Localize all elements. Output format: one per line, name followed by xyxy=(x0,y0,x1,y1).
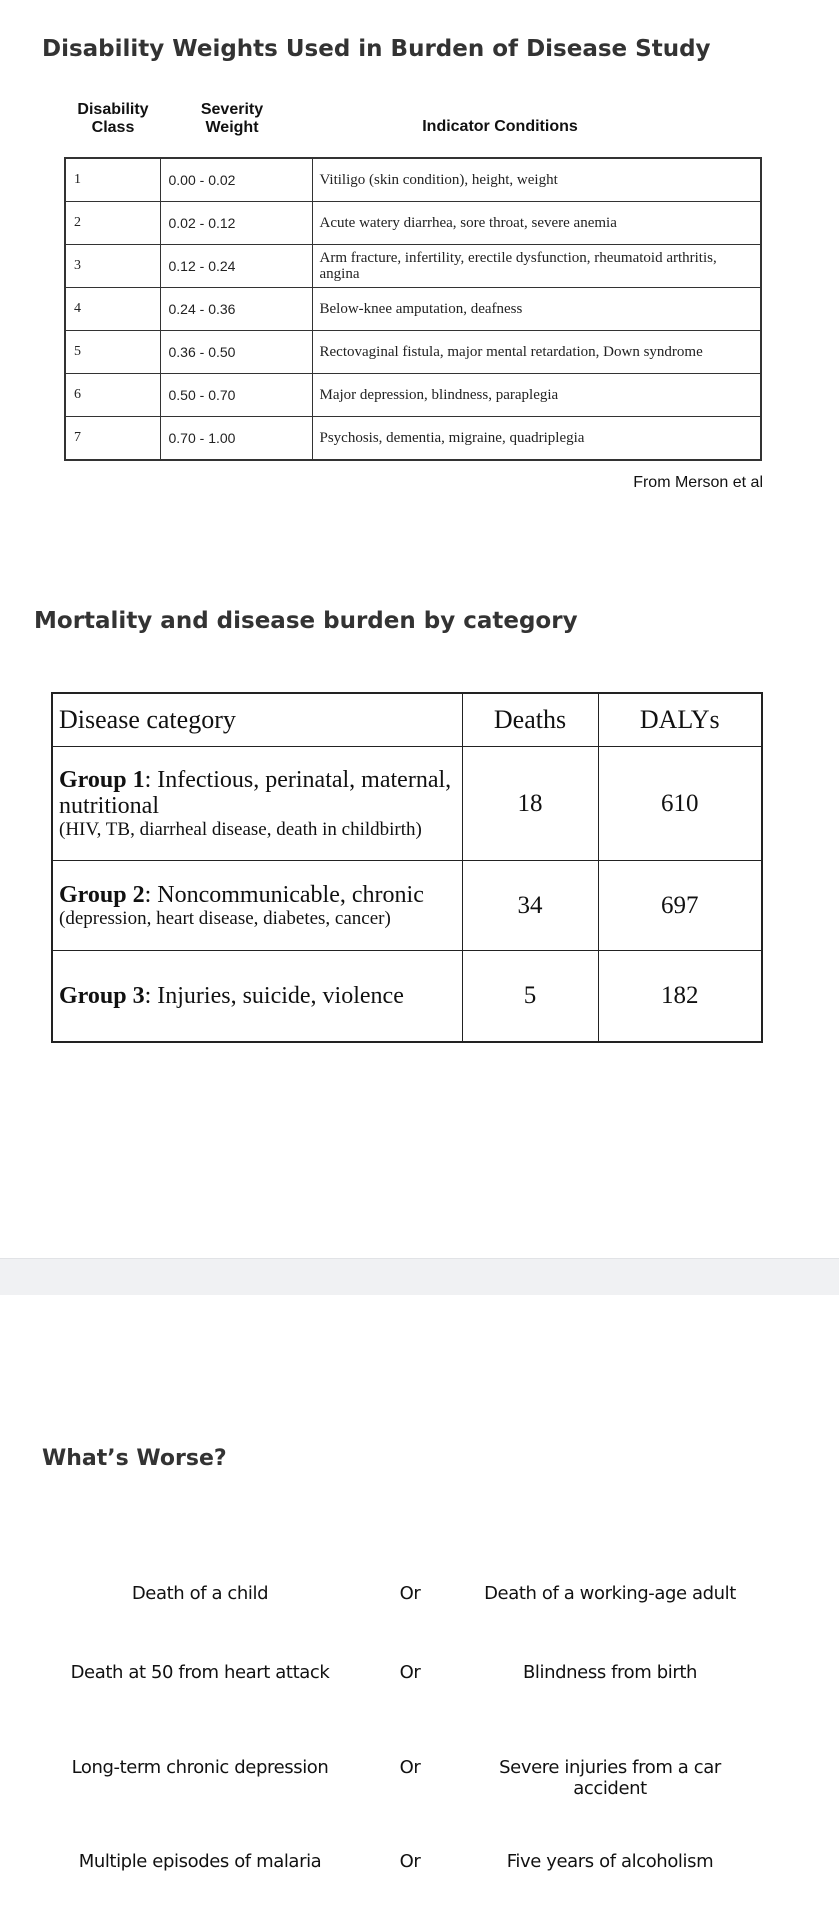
weight-cell: 0.36 - 0.50 xyxy=(160,331,312,374)
header-deaths: Deaths xyxy=(462,693,598,747)
source-citation: From Merson et al xyxy=(633,474,763,491)
header-severity-weight: Severity Weight xyxy=(200,101,264,136)
category-cell: Group 1: Infectious, perinatal, maternal, nutritional (HIV, TB, diarrheal disease, death in childbirth) xyxy=(52,747,462,861)
deaths-cell: 34 xyxy=(462,861,598,951)
conditions-cell: Major depression, blindness, paraplegia xyxy=(312,374,761,417)
table-header-row xyxy=(52,693,762,747)
disability-weights-title: Disability Weights Used in Burden of Disease Study xyxy=(42,36,711,62)
table-row xyxy=(65,331,761,374)
or-label: Or xyxy=(399,1851,421,1872)
category-description: (HIV, TB, diarrheal disease, death in childbirth) xyxy=(59,819,422,840)
class-cell: 1 xyxy=(65,158,160,202)
deaths-cell: 5 xyxy=(462,951,598,1043)
or-label: Or xyxy=(399,1662,421,1683)
comparison-left: Multiple episodes of malaria xyxy=(78,1851,322,1872)
dalys-cell: 697 xyxy=(598,861,762,951)
category-description: (depression, heart disease, diabetes, cancer) xyxy=(59,908,391,929)
class-cell: 3 xyxy=(65,245,160,288)
weight-cell: 0.02 - 0.12 xyxy=(160,202,312,245)
conditions-cell: Arm fracture, infertility, erectile dysfunction, rheumatoid arthritis, angina xyxy=(312,245,761,288)
weight-cell: 0.70 - 1.00 xyxy=(160,417,312,461)
conditions-cell: Below-knee amputation, deafness xyxy=(312,288,761,331)
header-disease-category: Disease category xyxy=(52,693,462,747)
table-row xyxy=(65,158,761,202)
disease-burden-table xyxy=(51,692,763,1043)
class-cell: 2 xyxy=(65,202,160,245)
header-disability-class: Disability Class xyxy=(77,101,149,136)
category-cell: Group 3: Injuries, suicide, violence xyxy=(52,951,462,1043)
table-row xyxy=(52,861,762,951)
weight-cell: 0.00 - 0.02 xyxy=(160,158,312,202)
section-divider xyxy=(0,1258,839,1295)
comparison-left: Death of a child xyxy=(131,1583,269,1604)
header-indicator-conditions: Indicator Conditions xyxy=(422,118,578,135)
comparison-right: Blindness from birth xyxy=(522,1662,698,1683)
conditions-cell: Psychosis, dementia, migraine, quadriplegia xyxy=(312,417,761,461)
dalys-cell: 182 xyxy=(598,951,762,1043)
table-row xyxy=(52,951,762,1043)
comparison-right: Death of a working-age adult xyxy=(484,1583,736,1604)
table-row xyxy=(52,747,762,861)
class-cell: 5 xyxy=(65,331,160,374)
weight-cell: 0.50 - 0.70 xyxy=(160,374,312,417)
dalys-cell: 610 xyxy=(598,747,762,861)
table-row xyxy=(65,417,761,461)
or-label: Or xyxy=(399,1583,421,1604)
class-cell: 6 xyxy=(65,374,160,417)
category-cell: Group 2: Noncommunicable, chronic (depression, heart disease, diabetes, cancer) xyxy=(52,861,462,951)
whats-worse-title: What’s Worse? xyxy=(42,1446,227,1471)
class-cell: 4 xyxy=(65,288,160,331)
comparison-left: Death at 50 from heart attack xyxy=(70,1662,330,1683)
weight-cell: 0.24 - 0.36 xyxy=(160,288,312,331)
table-row xyxy=(65,202,761,245)
disability-weights-table xyxy=(64,157,762,461)
deaths-cell: 18 xyxy=(462,747,598,861)
table-row xyxy=(65,288,761,331)
or-label: Or xyxy=(399,1757,421,1778)
conditions-cell: Vitiligo (skin condition), height, weight xyxy=(312,158,761,202)
table-row xyxy=(65,245,761,288)
comparison-right: Severe injuries from a car accident xyxy=(499,1757,721,1799)
header-dalys: DALYs xyxy=(598,693,762,747)
class-cell: 7 xyxy=(65,417,160,461)
conditions-cell: Acute watery diarrhea, sore throat, severe anemia xyxy=(312,202,761,245)
weight-cell: 0.12 - 0.24 xyxy=(160,245,312,288)
comparison-right: Five years of alcoholism xyxy=(506,1851,714,1872)
table-row xyxy=(65,374,761,417)
mortality-burden-title: Mortality and disease burden by category xyxy=(34,608,578,634)
conditions-cell: Rectovaginal fistula, major mental retardation, Down syndrome xyxy=(312,331,761,374)
comparison-left: Long-term chronic depression xyxy=(71,1757,329,1778)
